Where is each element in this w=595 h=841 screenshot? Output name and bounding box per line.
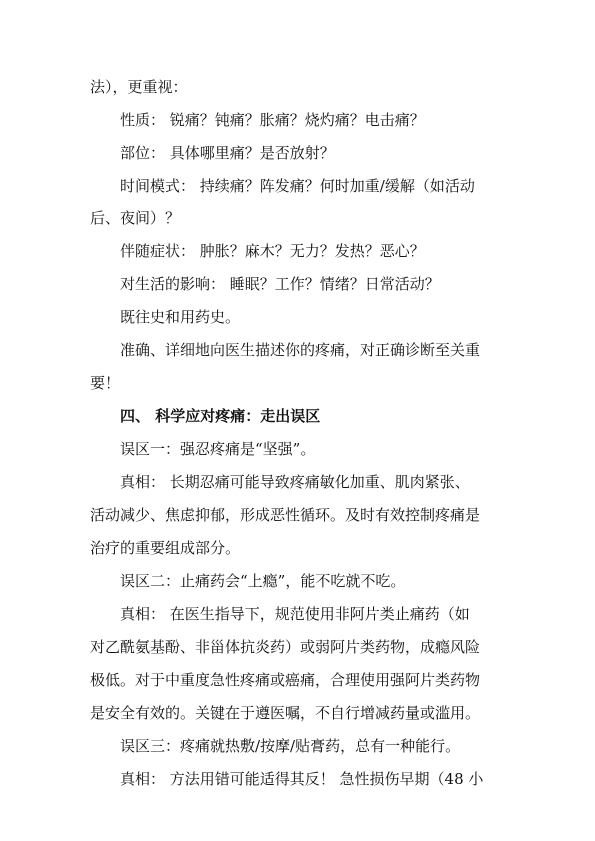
text-line: 伴随症状： 肿胀？麻木？无力？发热？恶心？	[120, 242, 425, 260]
text-line: 误区三：疼痛就热敷/按摩/贴膏药，总有一种能行。	[120, 737, 461, 755]
text-line: 性质： 锐痛？钝痛？胀痛？烧灼痛？电击痛？	[120, 111, 425, 129]
section-heading: 四、 科学应对疼痛：走出误区	[120, 407, 321, 425]
text-line: 误区一：强忍疼痛是“坚强”。	[120, 440, 316, 458]
text-line: 真相： 长期忍痛可能导致疼痛敏化加重、肌肉紧张、	[120, 473, 470, 491]
text-line: 活动减少、焦虑抑郁，形成恶性循环。及时有效控制疼痛是	[90, 506, 481, 524]
text-line: 既往史和用药史。	[120, 308, 241, 326]
text-line: 误区二：止痛药会“上瘾”，能不吃就不吃。	[120, 572, 406, 590]
text-line: 极低。对于中重度急性疼痛或癌痛，合理使用强阿片类药物	[90, 671, 481, 689]
text-line: 法），更重视：	[90, 78, 188, 96]
text-line: 治疗的重要组成部分。	[90, 539, 241, 557]
text-line: 时间模式： 持续痛？阵发痛？何时加重/缓解（如活动	[120, 177, 475, 195]
text-line: 对乙酰氨基酚、非甾体抗炎药）或弱阿片类药物，成瘾风险	[90, 638, 481, 656]
text-line: 部位： 具体哪里痛？是否放射？	[120, 144, 335, 162]
text-line: 是安全有效的。关键在于遵医嘱，不自行增减药量或滥用。	[90, 704, 481, 722]
text-line: 准确、详细地向医生描述你的疼痛，对正确诊断至关重	[120, 341, 481, 359]
text-line: 真相： 在医生指导下，规范使用非阿片类止痛药（如	[120, 605, 470, 623]
text-line: 真相： 方法用错可能适得其反！ 急性损伤早期（48 小	[120, 770, 484, 788]
text-line: 对生活的影响： 睡眠？工作？情绪？日常活动？	[120, 275, 440, 293]
text-line: 后、夜间）？	[90, 209, 181, 227]
text-line: 要！	[90, 374, 121, 392]
